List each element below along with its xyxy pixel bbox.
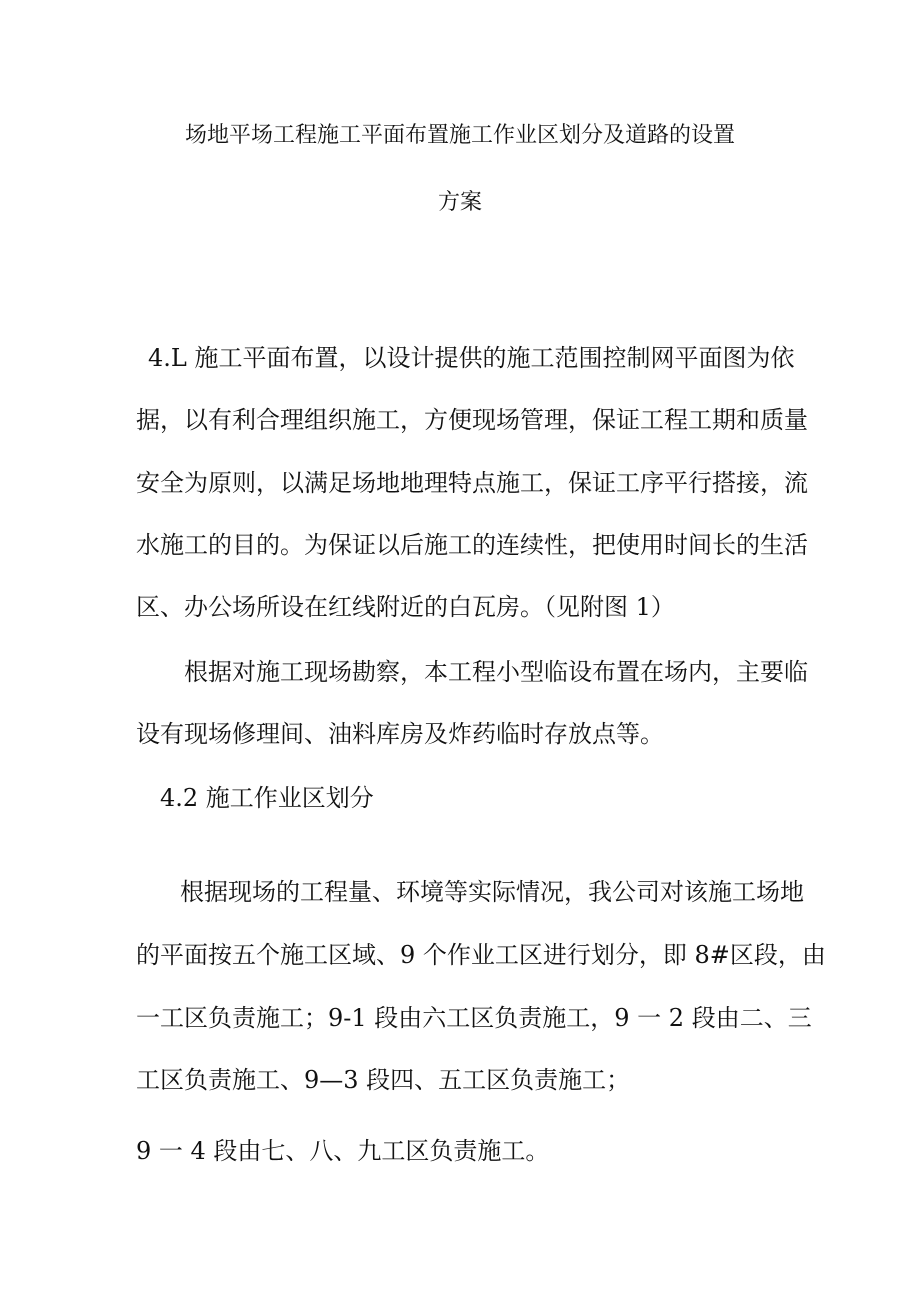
section-4-1-line-2: 据，以有利合理组织施工，方便现场管理，保证工程工期和质量	[136, 406, 808, 434]
section-4-1-line-5: 区、办公场所设在红线附近的白瓦房。（见附图 1）	[136, 593, 675, 621]
document-title-line-2: 方案	[437, 190, 482, 215]
section-4-1-line-1: 4.L 施工平面布置，以设计提供的施工范围控制网平面图为依	[148, 344, 795, 372]
temp-facilities-line-1: 根据对施工现场勘察，本工程小型临设布置在场内，主要临	[184, 658, 808, 686]
section-4-2-line-2: 的平面按五个施工区域、9 个作业工区进行划分，即 8#区段，由	[136, 941, 826, 969]
section-4-2-line-1: 根据现场的工程量、环境等实际情况，我公司对该施工场地	[180, 878, 804, 906]
section-4-1-line-3: 安全为原则，以满足场地地理特点施工，保证工序平行搭接，流	[136, 469, 808, 497]
section-4-2-line-3: 一工区负责施工；9-1 段由六工区负责施工，9 一 2 段由二、三	[136, 1004, 812, 1032]
section-4-2-line-4: 工区负责施工、9—3 段四、五工区负责施工；	[136, 1066, 631, 1094]
section-4-2-heading: 4.2 施工作业区划分	[160, 784, 374, 812]
section-4-1-line-4: 水施工的目的。为保证以后施工的连续性，把使用时间长的生活	[136, 531, 808, 559]
document-title-line-1: 场地平场工程施工平面布置施工作业区划分及道路的设置	[184, 123, 735, 148]
temp-facilities-line-2: 设有现场修理间、油料库房及炸药临时存放点等。	[136, 720, 664, 748]
section-4-2-line-5: 9 一 4 段由七、八、九工区负责施工。	[136, 1137, 550, 1165]
